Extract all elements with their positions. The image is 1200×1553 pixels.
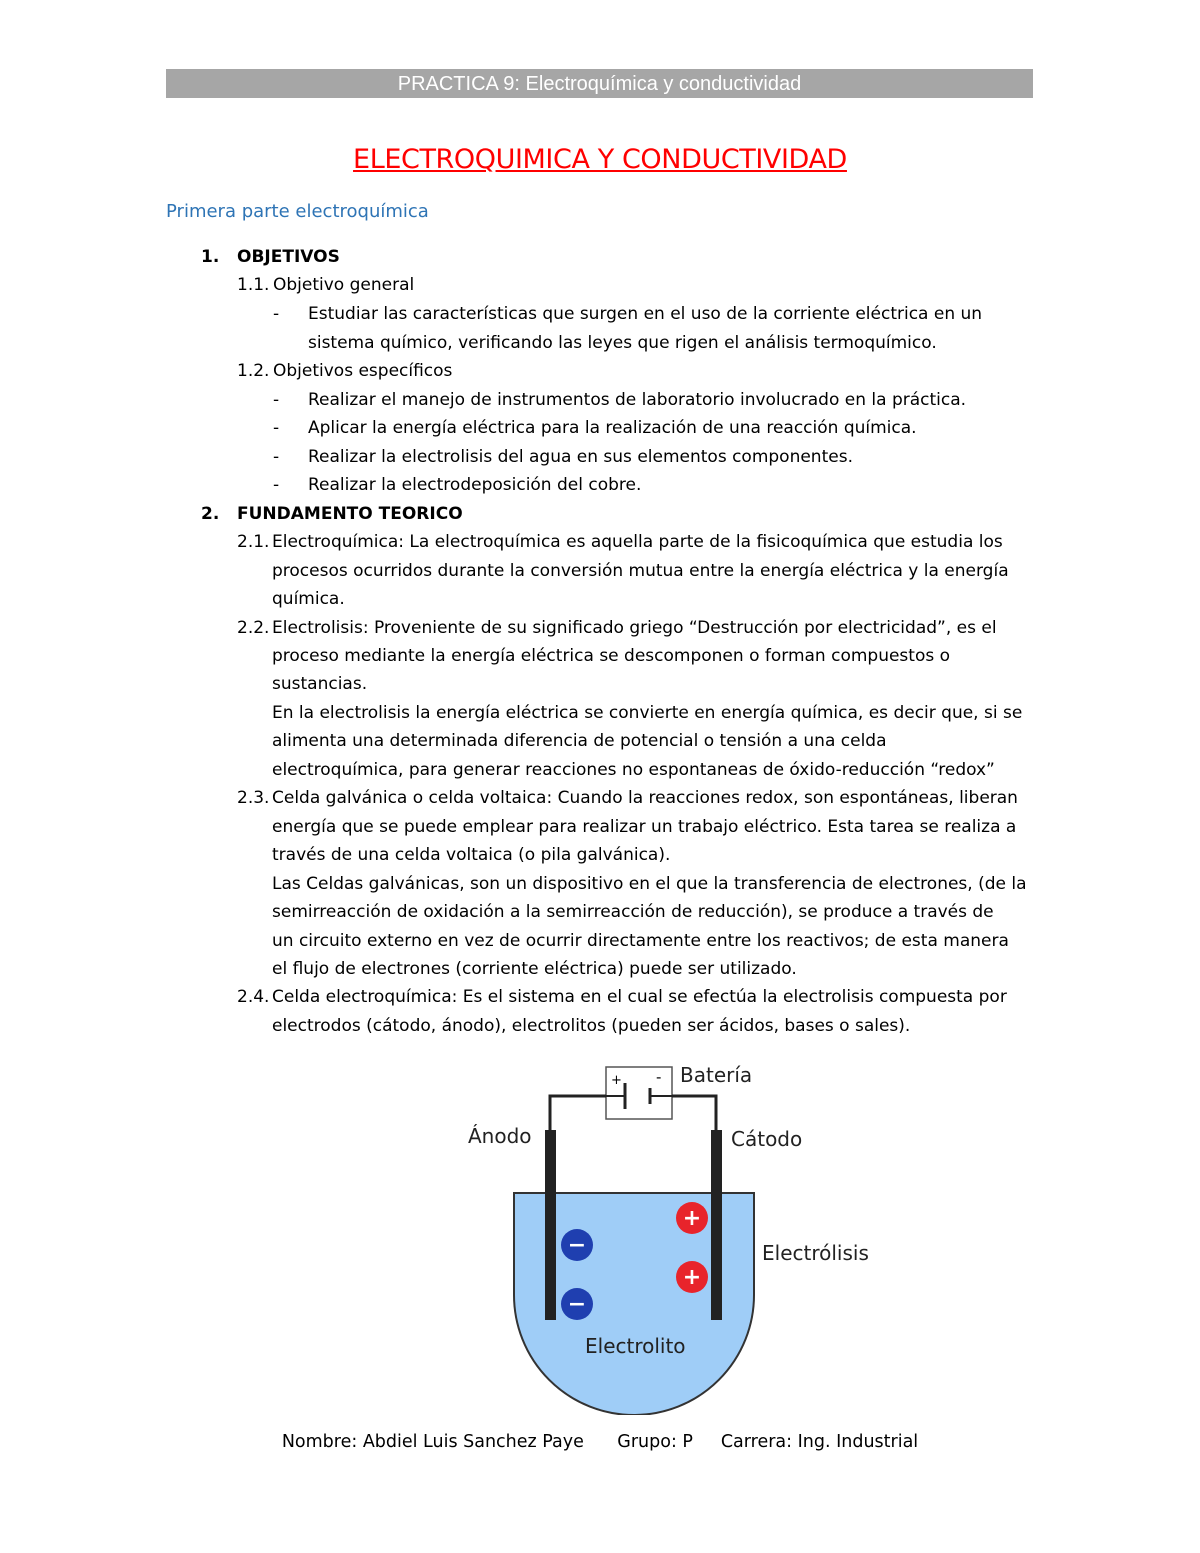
student-name: Nombre: Abdiel Luis Sanchez Paye: [281, 1432, 584, 1452]
paragraph-line: Electroquímica: La electroquímica es aquella parte de la fisicoquímica que estudia los: [272, 532, 1003, 552]
subsection-number: 2.1.: [237, 532, 270, 552]
battery-label: Batería: [680, 1063, 753, 1087]
subsection-number: 2.3.: [237, 788, 270, 808]
paragraph-line: el flujo de electrones (corriente eléctrica) puede ser utilizado.: [272, 959, 797, 979]
paragraph-line: un circuito externo en vez de ocurrir directamente entre los reactivos; de esta manera: [272, 931, 1009, 951]
student-footer: [0, 1432, 1200, 1452]
electrolysis-cell-diagram: [455, 1055, 885, 1415]
electrolyte-label: Electrolito: [585, 1334, 686, 1358]
paragraph-line: Celda electroquímica: Es el sistema en el cual se efectúa la electrolisis compuesta por: [272, 987, 1007, 1007]
paragraph-line: electrodos (cátodo, ánodo), electrolitos (pueden ser ácidos, bases o sales).: [272, 1016, 911, 1036]
svg-text:+: +: [682, 1265, 702, 1290]
paragraph-line: En la electrolisis la energía eléctrica se convierte en energía química, es decir que, si se: [272, 703, 1023, 723]
paragraph-line: alimenta una determinada diferencia de potencial o tensión a una celda: [272, 731, 887, 751]
bullet-text: Aplicar la energía eléctrica para la realización de una reacción química.: [308, 418, 917, 438]
paragraph-line: electroquímica, para generar reacciones no espontaneas de óxido-reducción “redox”: [272, 760, 995, 780]
svg-text:−: −: [567, 1233, 587, 1258]
anode-label: Ánodo: [468, 1124, 532, 1148]
anode-wire: [550, 1096, 606, 1130]
cathode-wire: [672, 1096, 716, 1130]
bullet-dash: -: [273, 418, 280, 438]
paragraph-line: sustancias.: [272, 674, 368, 694]
bullet-text: Realizar el manejo de instrumentos de laboratorio involucrado en la práctica.: [308, 390, 967, 410]
bullet-text: Estudiar las características que surgen en el uso de la corriente eléctrica en un: [308, 304, 983, 324]
anode-electrode: [545, 1130, 556, 1320]
paragraph-line: Las Celdas galvánicas, son un dispositivo en el que la transferencia de electrones, (de la: [272, 874, 1027, 894]
bullet-dash: -: [273, 475, 280, 495]
document-title: ELECTROQUIMICA Y CONDUCTIVIDAD: [353, 144, 847, 175]
paragraph-line: procesos ocurridos durante la conversión mutua entre la energía eléctrica y la energía: [272, 561, 1009, 581]
svg-text:−: −: [567, 1292, 587, 1317]
bullet-dash: -: [273, 390, 280, 410]
subsection-number: 2.4.: [237, 987, 270, 1007]
battery-plus-sign: +: [611, 1073, 622, 1088]
paragraph-line: través de una celda voltaica (o pila galvánica).: [272, 845, 671, 865]
section-heading: FUNDAMENTO TEORICO: [237, 504, 463, 524]
student-career: Carrera: Ing. Industrial: [720, 1432, 919, 1452]
bullet-dash: -: [273, 447, 280, 467]
paragraph-line: química.: [272, 589, 345, 609]
paragraph-line: Electrolisis: Proveniente de su significado griego “Destrucción por electricidad”, es el: [272, 618, 997, 638]
cathode-label: Cátodo: [731, 1127, 803, 1151]
student-group: Grupo: P: [617, 1432, 693, 1452]
bullet-text: Realizar la electrodeposición del cobre.: [308, 475, 642, 495]
svg-text:+: +: [682, 1206, 702, 1231]
subsection-number: 2.2.: [237, 618, 270, 638]
section-heading: OBJETIVOS: [237, 247, 340, 267]
bullet-dash: -: [273, 304, 280, 324]
paragraph-line: semirreacción de oxidación a la semirreacción de reducción), se produce a través de: [272, 902, 994, 922]
subsection-heading: Objetivos específicos: [273, 361, 453, 381]
paragraph-line: Celda galvánica o celda voltaica: Cuando la reacciones redox, son espontáneas, liberan: [272, 788, 1018, 808]
paragraph-line: energía que se puede emplear para realizar un trabajo eléctrico. Esta tarea se realiza a: [272, 817, 1017, 837]
paragraph-line: proceso mediante la energía eléctrica se descomponen o forman compuestos o: [272, 646, 951, 666]
cathode-electrode: [711, 1130, 722, 1320]
section-number: 2.: [201, 504, 220, 524]
bullet-text: Realizar la electrolisis del agua en sus elementos componentes.: [308, 447, 853, 467]
subsection-number: 1.2.: [237, 361, 270, 381]
section-number: 1.: [201, 247, 220, 267]
electrolysis-label: Electrólisis: [762, 1241, 869, 1265]
bullet-text: sistema químico, verificando las leyes que rigen el análisis termoquímico.: [308, 333, 937, 353]
subsection-number: 1.1.: [237, 275, 270, 295]
running-header: PRACTICA 9: Electroquímica y conductividad: [166, 69, 1033, 98]
battery-minus-sign: -: [656, 1068, 662, 1086]
subsection-heading: Objetivo general: [273, 275, 415, 295]
section-subtitle: Primera parte electroquímica: [166, 201, 429, 222]
